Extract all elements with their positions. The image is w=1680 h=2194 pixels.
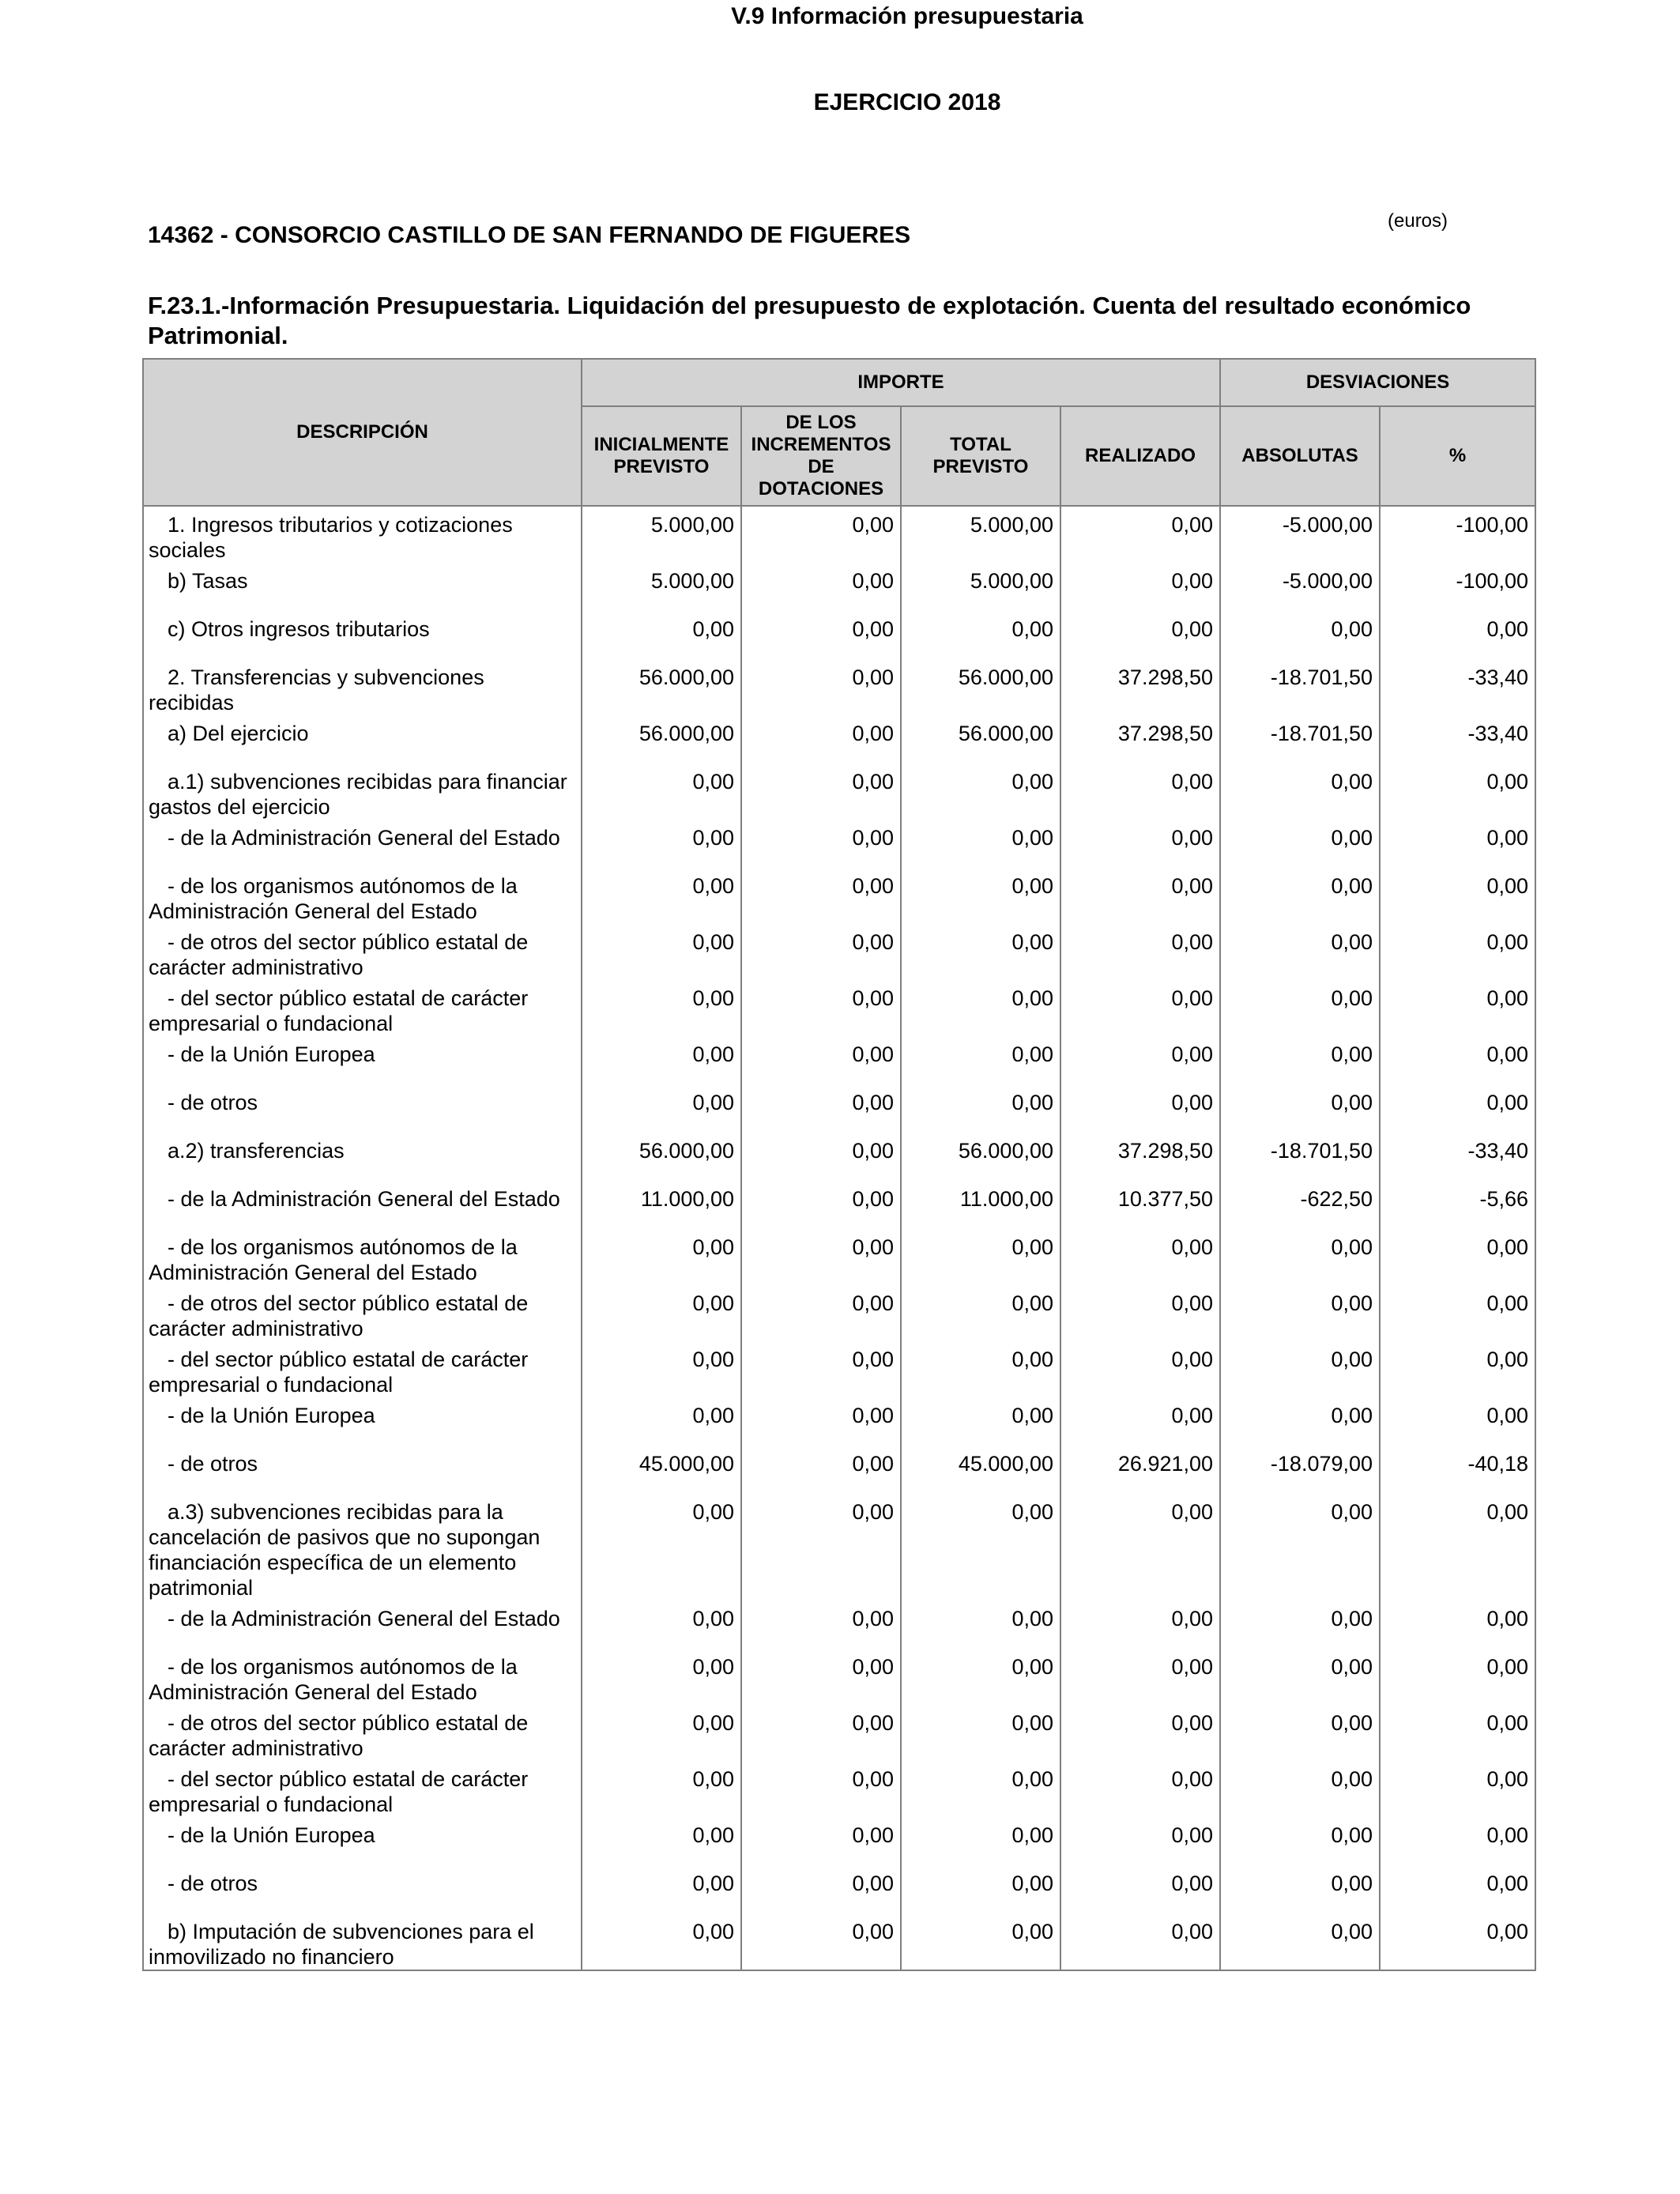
cell-pct: 0,00 — [1380, 1036, 1535, 1084]
cell-absolutas: 0,00 — [1220, 820, 1380, 868]
cell-realizado: 0,00 — [1060, 611, 1220, 659]
table-row — [143, 1705, 1535, 1761]
group-header-importe: IMPORTE — [582, 359, 1220, 406]
cell-absolutas: 0,00 — [1220, 1494, 1380, 1600]
cell-incrementos: 0,00 — [741, 563, 901, 611]
row-description: a.1) subvenciones recibidas para financiar gastos del ejercicio — [143, 763, 582, 820]
cell-realizado: 0,00 — [1060, 1913, 1220, 1970]
cell-inicial: 56.000,00 — [582, 659, 741, 715]
cell-realizado: 37.298,50 — [1060, 1133, 1220, 1181]
cell-realizado: 0,00 — [1060, 1761, 1220, 1817]
cell-pct: 0,00 — [1380, 1084, 1535, 1133]
cell-realizado: 0,00 — [1060, 1397, 1220, 1446]
cell-pct: -33,40 — [1380, 715, 1535, 763]
table-row — [143, 820, 1535, 868]
table-row — [143, 1446, 1535, 1494]
cell-realizado: 0,00 — [1060, 980, 1220, 1036]
cell-inicial: 0,00 — [582, 611, 741, 659]
col-header-realizado: REALIZADO — [1060, 406, 1220, 506]
row-description: - de otros — [143, 1446, 582, 1494]
cell-total: 0,00 — [901, 1397, 1060, 1446]
cell-realizado: 37.298,50 — [1060, 715, 1220, 763]
cell-inicial: 0,00 — [582, 980, 741, 1036]
col-header-absolutas: ABSOLUTAS — [1220, 406, 1380, 506]
cell-total: 0,00 — [901, 1229, 1060, 1285]
cell-inicial: 0,00 — [582, 1761, 741, 1817]
cell-realizado: 0,00 — [1060, 1705, 1220, 1761]
cell-total: 0,00 — [901, 1817, 1060, 1865]
cell-inicial: 0,00 — [582, 763, 741, 820]
cell-total: 5.000,00 — [901, 563, 1060, 611]
cell-absolutas: 0,00 — [1220, 1649, 1380, 1705]
cell-incrementos: 0,00 — [741, 715, 901, 763]
cell-incrementos: 0,00 — [741, 1913, 901, 1970]
col-header-incrementos: DE LOS INCREMENTOS DE DOTACIONES — [741, 406, 901, 506]
cell-absolutas: 0,00 — [1220, 763, 1380, 820]
cell-total: 0,00 — [901, 1285, 1060, 1341]
cell-realizado: 0,00 — [1060, 1229, 1220, 1285]
cell-pct: -5,66 — [1380, 1181, 1535, 1229]
cell-incrementos: 0,00 — [741, 1036, 901, 1084]
cell-pct: 0,00 — [1380, 1865, 1535, 1913]
cell-realizado: 37.298,50 — [1060, 659, 1220, 715]
cell-absolutas: 0,00 — [1220, 1285, 1380, 1341]
cell-total: 0,00 — [901, 868, 1060, 924]
cell-realizado: 26.921,00 — [1060, 1446, 1220, 1494]
section-title: V.9 Información presupuestaria — [731, 3, 1083, 29]
cell-pct: 0,00 — [1380, 1600, 1535, 1649]
cell-incrementos: 0,00 — [741, 1229, 901, 1285]
cell-pct: 0,00 — [1380, 1761, 1535, 1817]
cell-total: 56.000,00 — [901, 1133, 1060, 1181]
cell-pct: -100,00 — [1380, 563, 1535, 611]
cell-inicial: 11.000,00 — [582, 1181, 741, 1229]
cell-absolutas: 0,00 — [1220, 924, 1380, 980]
cell-pct: 0,00 — [1380, 820, 1535, 868]
cell-absolutas: 0,00 — [1220, 611, 1380, 659]
cell-pct: 0,00 — [1380, 1397, 1535, 1446]
cell-absolutas: 0,00 — [1220, 1761, 1380, 1817]
row-description: - de otros del sector público estatal de carácter administrativo — [143, 1705, 582, 1761]
cell-pct: 0,00 — [1380, 1913, 1535, 1970]
cell-absolutas: 0,00 — [1220, 1036, 1380, 1084]
cell-incrementos: 0,00 — [741, 1817, 901, 1865]
row-description: b) Tasas — [143, 563, 582, 611]
cell-inicial: 0,00 — [582, 1649, 741, 1705]
cell-realizado: 0,00 — [1060, 820, 1220, 868]
row-description: - de la Administración General del Estado — [143, 820, 582, 868]
cell-realizado: 0,00 — [1060, 563, 1220, 611]
cell-absolutas: -18.701,50 — [1220, 659, 1380, 715]
table-row — [143, 1133, 1535, 1181]
cell-absolutas: 0,00 — [1220, 1913, 1380, 1970]
cell-pct: 0,00 — [1380, 1285, 1535, 1341]
cell-absolutas: -18.701,50 — [1220, 1133, 1380, 1181]
cell-pct: 0,00 — [1380, 1229, 1535, 1285]
cell-absolutas: 0,00 — [1220, 1817, 1380, 1865]
cell-realizado: 0,00 — [1060, 1341, 1220, 1397]
cell-pct: 0,00 — [1380, 1494, 1535, 1600]
cell-inicial: 56.000,00 — [582, 1133, 741, 1181]
table-row — [143, 715, 1535, 763]
cell-total: 0,00 — [901, 1494, 1060, 1600]
cell-realizado: 0,00 — [1060, 868, 1220, 924]
cell-inicial: 0,00 — [582, 868, 741, 924]
cell-incrementos: 0,00 — [741, 1341, 901, 1397]
cell-inicial: 0,00 — [582, 1397, 741, 1446]
cell-incrementos: 0,00 — [741, 1181, 901, 1229]
cell-inicial: 0,00 — [582, 1817, 741, 1865]
cell-inicial: 0,00 — [582, 1865, 741, 1913]
cell-inicial: 45.000,00 — [582, 1446, 741, 1494]
table-row — [143, 868, 1535, 924]
cell-incrementos: 0,00 — [741, 1865, 901, 1913]
cell-incrementos: 0,00 — [741, 1494, 901, 1600]
table-row — [143, 1229, 1535, 1285]
cell-inicial: 0,00 — [582, 1285, 741, 1341]
cell-realizado: 0,00 — [1060, 1865, 1220, 1913]
cell-pct: 0,00 — [1380, 1817, 1535, 1865]
cell-incrementos: 0,00 — [741, 659, 901, 715]
cell-inicial: 0,00 — [582, 1913, 741, 1970]
cell-realizado: 10.377,50 — [1060, 1181, 1220, 1229]
group-header-desviaciones: DESVIACIONES — [1220, 359, 1535, 406]
col-header-descripcion: DESCRIPCIÓN — [143, 359, 582, 506]
cell-pct: -100,00 — [1380, 506, 1535, 563]
cell-realizado: 0,00 — [1060, 1649, 1220, 1705]
table-row — [143, 1397, 1535, 1446]
table-row — [143, 924, 1535, 980]
row-description: - de los organismos autónomos de la Administración General del Estado — [143, 1229, 582, 1285]
cell-pct: 0,00 — [1380, 611, 1535, 659]
cell-pct: 0,00 — [1380, 1649, 1535, 1705]
table-row — [143, 611, 1535, 659]
cell-incrementos: 0,00 — [741, 1133, 901, 1181]
cell-absolutas: 0,00 — [1220, 1600, 1380, 1649]
cell-total: 0,00 — [901, 1084, 1060, 1133]
table-row — [143, 563, 1535, 611]
cell-inicial: 0,00 — [582, 1036, 741, 1084]
table-row — [143, 1865, 1535, 1913]
cell-realizado: 0,00 — [1060, 1817, 1220, 1865]
cell-total: 0,00 — [901, 1761, 1060, 1817]
cell-realizado: 0,00 — [1060, 1285, 1220, 1341]
cell-pct: 0,00 — [1380, 868, 1535, 924]
row-description: - de la Administración General del Estado — [143, 1181, 582, 1229]
cell-absolutas: 0,00 — [1220, 1397, 1380, 1446]
cell-incrementos: 0,00 — [741, 1649, 901, 1705]
cell-realizado: 0,00 — [1060, 1036, 1220, 1084]
row-description: a.3) subvenciones recibidas para la cancelación de pasivos que no supongan financiación específica de un elemento patrimonial — [143, 1494, 582, 1600]
cell-absolutas: -622,50 — [1220, 1181, 1380, 1229]
cell-realizado: 0,00 — [1060, 763, 1220, 820]
cell-incrementos: 0,00 — [741, 924, 901, 980]
cell-incrementos: 0,00 — [741, 1084, 901, 1133]
cell-inicial: 0,00 — [582, 820, 741, 868]
cell-pct: -33,40 — [1380, 1133, 1535, 1181]
row-description: a) Del ejercicio — [143, 715, 582, 763]
cell-absolutas: -18.701,50 — [1220, 715, 1380, 763]
cell-inicial: 0,00 — [582, 1084, 741, 1133]
table-row — [143, 1649, 1535, 1705]
cell-incrementos: 0,00 — [741, 1285, 901, 1341]
cell-absolutas: 0,00 — [1220, 1705, 1380, 1761]
col-header-pct: % — [1380, 406, 1535, 506]
cell-total: 56.000,00 — [901, 715, 1060, 763]
cell-absolutas: 0,00 — [1220, 868, 1380, 924]
cell-incrementos: 0,00 — [741, 820, 901, 868]
row-description: - de los organismos autónomos de la Administración General del Estado — [143, 868, 582, 924]
cell-total: 0,00 — [901, 1865, 1060, 1913]
table-row — [143, 659, 1535, 715]
table-row — [143, 1084, 1535, 1133]
cell-absolutas: 0,00 — [1220, 1229, 1380, 1285]
cell-total: 11.000,00 — [901, 1181, 1060, 1229]
cell-absolutas: -18.079,00 — [1220, 1446, 1380, 1494]
cell-realizado: 0,00 — [1060, 1600, 1220, 1649]
col-header-inicial: INICIALMENTE PREVISTO — [582, 406, 741, 506]
form-title: F.23.1.-Información Presupuestaria. Liquidación del presupuesto de explotación. Cuenta del resultado económico Patrimonial. — [148, 292, 1471, 349]
col-header-total: TOTAL PREVISTO — [901, 406, 1060, 506]
cell-inicial: 0,00 — [582, 1600, 741, 1649]
cell-realizado: 0,00 — [1060, 1084, 1220, 1133]
cell-absolutas: -5.000,00 — [1220, 506, 1380, 563]
table-row — [143, 506, 1535, 563]
row-description: c) Otros ingresos tributarios — [143, 611, 582, 659]
row-description: - de otros — [143, 1084, 582, 1133]
row-description: - del sector público estatal de carácter empresarial o fundacional — [143, 980, 582, 1036]
table-row — [143, 1285, 1535, 1341]
cell-absolutas: 0,00 — [1220, 1865, 1380, 1913]
table-row — [143, 1913, 1535, 1970]
cell-incrementos: 0,00 — [741, 506, 901, 563]
cell-incrementos: 0,00 — [741, 1761, 901, 1817]
cell-incrementos: 0,00 — [741, 611, 901, 659]
cell-total: 56.000,00 — [901, 659, 1060, 715]
row-description: - del sector público estatal de carácter empresarial o fundacional — [143, 1761, 582, 1817]
table-row — [143, 1761, 1535, 1817]
cell-inicial: 5.000,00 — [582, 506, 741, 563]
table-row — [143, 1494, 1535, 1600]
table-row — [143, 763, 1535, 820]
cell-incrementos: 0,00 — [741, 980, 901, 1036]
row-description: - de la Administración General del Estado — [143, 1600, 582, 1649]
cell-incrementos: 0,00 — [741, 763, 901, 820]
cell-pct: 0,00 — [1380, 980, 1535, 1036]
row-description: - de otros del sector público estatal de carácter administrativo — [143, 924, 582, 980]
cell-realizado: 0,00 — [1060, 924, 1220, 980]
cell-pct: -40,18 — [1380, 1446, 1535, 1494]
row-description: - de los organismos autónomos de la Administración General del Estado — [143, 1649, 582, 1705]
cell-total: 0,00 — [901, 1913, 1060, 1970]
cell-realizado: 0,00 — [1060, 1494, 1220, 1600]
row-description: - de otros del sector público estatal de carácter administrativo — [143, 1285, 582, 1341]
cell-total: 0,00 — [901, 763, 1060, 820]
row-description: b) Imputación de subvenciones para el inmovilizado no financiero — [143, 1913, 582, 1970]
cell-total: 0,00 — [901, 980, 1060, 1036]
table-row — [143, 1181, 1535, 1229]
row-description: - de la Unión Europea — [143, 1397, 582, 1446]
cell-total: 0,00 — [901, 1341, 1060, 1397]
cell-total: 45.000,00 — [901, 1446, 1060, 1494]
table-row — [143, 980, 1535, 1036]
cell-incrementos: 0,00 — [741, 1446, 901, 1494]
cell-inicial: 0,00 — [582, 1705, 741, 1761]
cell-inicial: 0,00 — [582, 924, 741, 980]
row-description: - de la Unión Europea — [143, 1036, 582, 1084]
cell-pct: 0,00 — [1380, 763, 1535, 820]
cell-pct: -33,40 — [1380, 659, 1535, 715]
cell-absolutas: 0,00 — [1220, 1084, 1380, 1133]
cell-incrementos: 0,00 — [741, 1600, 901, 1649]
row-description: 2. Transferencias y subvenciones recibidas — [143, 659, 582, 715]
cell-pct: 0,00 — [1380, 1341, 1535, 1397]
cell-total: 5.000,00 — [901, 506, 1060, 563]
currency-units: (euros) — [1388, 210, 1448, 232]
table-row — [143, 1600, 1535, 1649]
entity-name: 14362 - CONSORCIO CASTILLO DE SAN FERNANDO DE FIGUERES — [148, 222, 911, 248]
fiscal-year: EJERCICIO 2018 — [813, 89, 1001, 115]
cell-incrementos: 0,00 — [741, 1397, 901, 1446]
row-description: 1. Ingresos tributarios y cotizaciones sociales — [143, 506, 582, 563]
cell-inicial: 5.000,00 — [582, 563, 741, 611]
cell-total: 0,00 — [901, 1649, 1060, 1705]
cell-pct: 0,00 — [1380, 1705, 1535, 1761]
table-row — [143, 1036, 1535, 1084]
cell-realizado: 0,00 — [1060, 506, 1220, 563]
cell-incrementos: 0,00 — [741, 1705, 901, 1761]
row-description: - de la Unión Europea — [143, 1817, 582, 1865]
row-description: - de otros — [143, 1865, 582, 1913]
cell-total: 0,00 — [901, 820, 1060, 868]
cell-incrementos: 0,00 — [741, 868, 901, 924]
table-row — [143, 1341, 1535, 1397]
table-body — [143, 506, 1535, 1970]
cell-total: 0,00 — [901, 924, 1060, 980]
cell-total: 0,00 — [901, 1705, 1060, 1761]
cell-inicial: 56.000,00 — [582, 715, 741, 763]
cell-total: 0,00 — [901, 611, 1060, 659]
cell-inicial: 0,00 — [582, 1341, 741, 1397]
row-description: - del sector público estatal de carácter empresarial o fundacional — [143, 1341, 582, 1397]
cell-absolutas: -5.000,00 — [1220, 563, 1380, 611]
cell-absolutas: 0,00 — [1220, 1341, 1380, 1397]
cell-total: 0,00 — [901, 1036, 1060, 1084]
budget-table — [142, 358, 1536, 1971]
table-row — [143, 1817, 1535, 1865]
cell-total: 0,00 — [901, 1600, 1060, 1649]
cell-inicial: 0,00 — [582, 1494, 741, 1600]
cell-pct: 0,00 — [1380, 924, 1535, 980]
row-description: a.2) transferencias — [143, 1133, 582, 1181]
cell-absolutas: 0,00 — [1220, 980, 1380, 1036]
cell-inicial: 0,00 — [582, 1229, 741, 1285]
